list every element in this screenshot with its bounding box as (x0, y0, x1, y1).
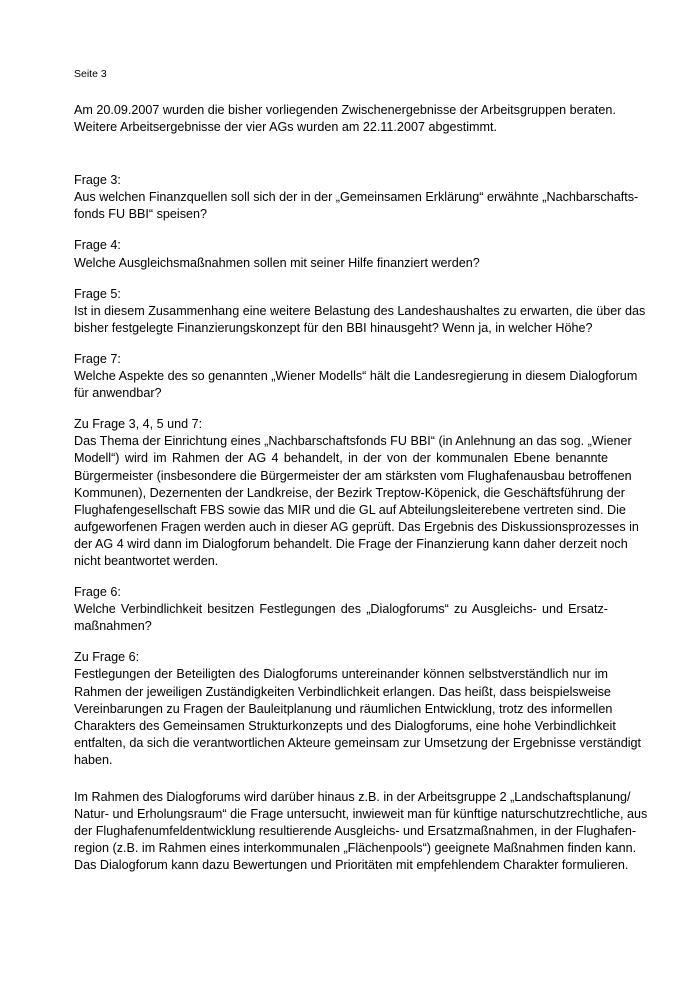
question-label: Frage 6: (74, 585, 121, 600)
intro-paragraph (74, 102, 616, 136)
text-line: Kommunen), Dezernenten der Landkreise, der Bezirk Treptow-Köpenick, die Geschäftsführung der (74, 485, 625, 500)
text-line: Am 20.09.2007 wurden die bisher vorliegenden Zwischenergebnisse der Arbeitsgruppen beraten. (74, 103, 616, 117)
answer-label: Zu Frage 3, 4, 5 und 7: (74, 417, 203, 432)
text-line: Ist in diesem Zusammenhang eine weitere Belastung des Landeshaushaltes zu erwarten, die über das (74, 303, 646, 318)
text-line: Flughafengesellschaft FBS sowie das MIR und die GL auf Abteilungsleiterebene vertreten sind. Die (74, 502, 626, 517)
question-label: Frage 3: (74, 173, 121, 188)
text-line: Vereinbarungen zu Fragen der Bauleitplanung und räumlichen Entwicklung, trotz des informellen (74, 701, 613, 716)
question-4 (74, 237, 608, 271)
text-line: entfalten, da sich die verantwortlichen Akteure gemeinsam zur Umsetzung der Ergebnisse verständigt (74, 735, 642, 750)
text-line: Das Dialogforum kann dazu Bewertungen und Prioritäten mit empfehlendem Charakter formulieren. (74, 858, 629, 873)
text-line: der Flughafenumfeldentwicklung resultierende Ausgleichs- und Ersatzmaßnahmen, in der Flughafen- (74, 824, 637, 839)
page-content (74, 68, 648, 874)
question-3 (74, 172, 639, 223)
text-line: Rahmen der jeweiligen Zuständigkeiten Verbindlichkeit erlangen. Das heißt, dass beispielsweise (74, 684, 611, 699)
question-7 (74, 351, 638, 402)
text-line: fonds FU BBI“ speisen? (74, 207, 207, 222)
text-line: Aus welchen Finanzquellen soll sich der in der „Gemeinsamen Erklärung“ erwähnte „Nachbarschafts- (74, 190, 639, 205)
answer-label: Zu Frage 6: (74, 650, 140, 665)
text-line: bisher festgelegte Finanzierungskonzept für den BBI hinausgeht? Wenn ja, in welcher Höhe? (74, 320, 593, 335)
question-6 (74, 584, 608, 635)
answer-3-4-5-7 (74, 416, 639, 570)
text-line: nicht beantwortet werden. (74, 553, 219, 568)
question-5 (74, 286, 646, 337)
page-number: Seite 3 (74, 68, 107, 80)
text-line: Weitere Arbeitsergebnisse der vier AGs wurden am 22.11.2007 abgestimmt. (74, 120, 498, 135)
closing-paragraph (74, 789, 648, 874)
text-line: Modell“) wird im Rahmen der AG 4 behandelt, in der von der kommunalen Ebene benannte (74, 451, 608, 466)
text-line: Welche Verbindlichkeit besitzen Festlegungen des „Dialogforums“ zu Ausgleichs- und Ersatz- (74, 602, 608, 617)
text-line: Charakters des Gemeinsamen Strukturkonzepts und des Dialogforums, eine hohe Verbindlichkeit (74, 718, 616, 733)
text-line: maßnahmen? (74, 619, 152, 634)
answer-6 (74, 649, 642, 769)
question-label: Frage 5: (74, 286, 121, 301)
text-line: Bürgermeister (insbesondere die Bürgermeister der am stärksten vom Flughafenausbau betroffenen (74, 468, 632, 483)
text-line: für anwendbar? (74, 386, 162, 401)
text-line: Im Rahmen des Dialogforums wird darüber hinaus z.B. in der Arbeitsgruppe 2 „Landschaftsplanung/ (74, 790, 631, 804)
text-line: aufgeworfenen Fragen werden auch in dieser AG geprüft. Das Ergebnis des Diskussionsprozesses in (74, 519, 639, 534)
text-line: Das Thema der Einrichtung eines „Nachbarschaftsfonds FU BBI“ (in Anlehnung an das sog. „Wiener (74, 434, 632, 449)
text-line: Festlegungen der Beteiligten des Dialogforums untereinander können selbstverständlich nur im (74, 667, 608, 682)
text-line: der AG 4 wird dann im Dialogforum behandelt. Die Frage der Finanzierung kann daher derzeit noch (74, 536, 628, 551)
text-line: haben. (74, 752, 113, 767)
question-label: Frage 4: (74, 238, 121, 253)
text-line: Welche Ausgleichsmaßnahmen sollen mit seiner Hilfe finanziert werden? (74, 255, 480, 270)
question-label: Frage 7: (74, 351, 121, 366)
text-line: Welche Aspekte des so genannten „Wiener Modells“ hält die Landesregierung in diesem Dialogforum (74, 369, 638, 384)
text-line: region (z.B. im Rahmen eines interkommunalen „Flächenpools“) geeignete Maßnahmen finden kann. (74, 841, 637, 856)
text-line: Natur- und Erholungsraum“ die Frage untersucht, inwieweit man für künftige naturschutzrechtliche, aus (74, 807, 648, 822)
